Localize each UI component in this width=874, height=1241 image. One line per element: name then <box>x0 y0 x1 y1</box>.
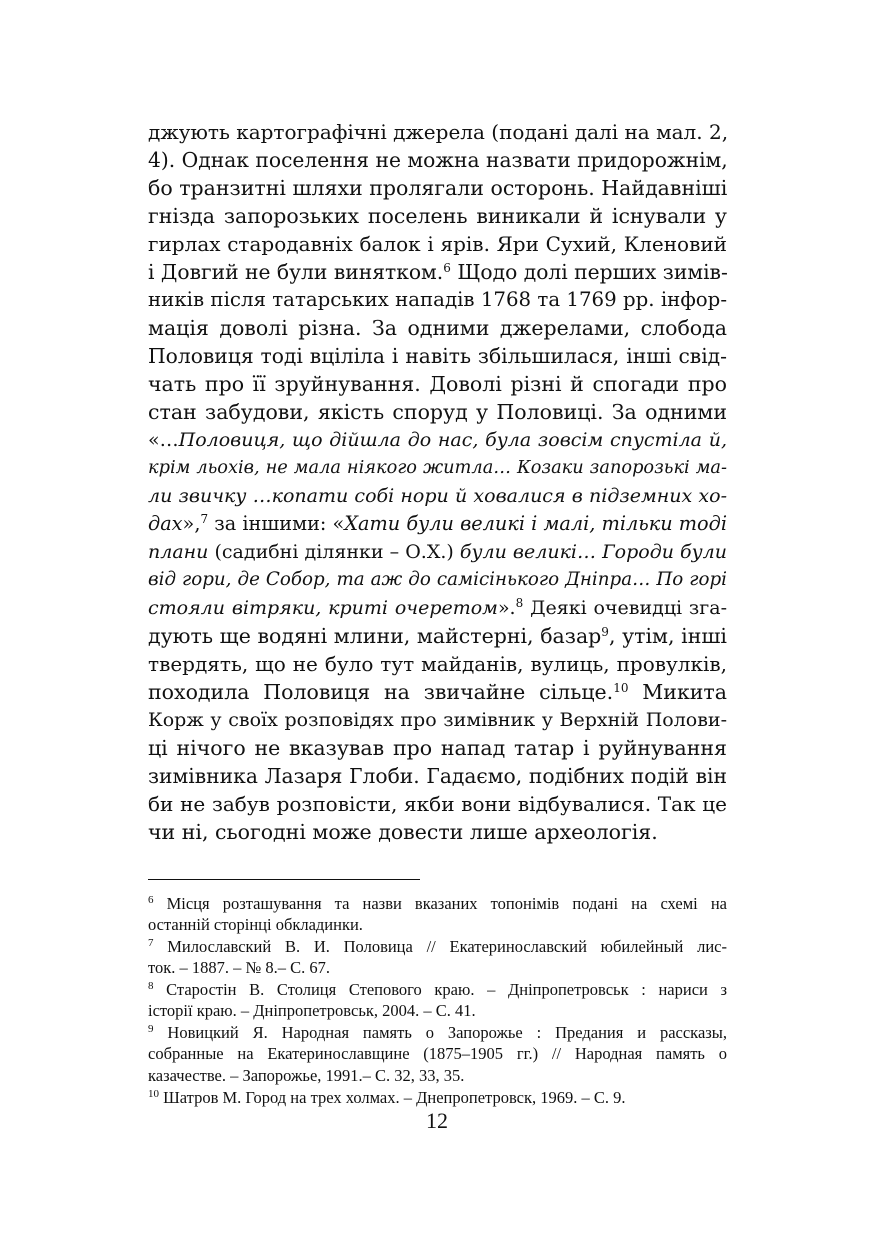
line-text: би не забув розповісти, якби вони відбувалися. Так це <box>148 792 727 816</box>
footnote-line <box>148 936 727 957</box>
quote-text: дах <box>148 512 183 535</box>
body-line <box>148 342 727 370</box>
line-text: Новицкий Я. Народная память о Запорожье : Предания и рассказы, <box>153 1023 727 1042</box>
body-line <box>148 286 727 314</box>
footnote-ref: 7 <box>148 937 154 949</box>
footnote-separator <box>148 879 420 880</box>
footnote-line <box>148 1087 727 1108</box>
body-line <box>148 734 727 762</box>
line-text: дують ще водяні млини, майстерні, базар <box>148 624 602 648</box>
quote-text: від гори, де Собор, та аж до самісінького Дніпра… По горі <box>148 569 727 590</box>
line-text: Старостін В. Столиця Степового краю. – Дніпропетровськ : нариси з <box>153 980 727 999</box>
line-text: Половиця тоді вціліла і навіть збільшилася, інші свід- <box>148 344 727 368</box>
line-text: казачестве. – Запорожье, 1991.– С. 32, 33, 35. <box>148 1066 465 1085</box>
body-line <box>148 146 727 174</box>
line-text: Милославский В. И. Половица // Екатеринославский юбилейный лис- <box>153 937 727 956</box>
line-text: ток. – 1887. – № 8.– С. 67. <box>148 958 331 977</box>
line-text: ників після татарських нападів 1768 та 1769 рр. інфор- <box>148 288 727 311</box>
footnote-line <box>148 893 727 914</box>
footnote-ref: 6 <box>148 894 154 906</box>
body-line <box>148 622 727 650</box>
footnote-line <box>148 1043 727 1064</box>
line-text: ці нічого не вказував про напад татар і руйнування <box>148 736 727 760</box>
body-line <box>148 174 727 202</box>
line-text: і Довгий не були винятком. <box>148 260 444 284</box>
line-text: Корж у своїх розповідях про зимівник у Верхній Полови- <box>148 709 727 731</box>
page-number: 12 <box>426 1108 448 1133</box>
footnote-line <box>148 979 727 1000</box>
footnote-ref: 9 <box>601 625 609 639</box>
quote-text: плани <box>148 541 209 563</box>
quote-text: були великі… Городи були <box>459 541 728 563</box>
footnote-ref: 6 <box>443 261 451 275</box>
body-line <box>148 370 727 398</box>
line-text: », <box>182 512 201 535</box>
line-text: Микита <box>628 680 727 704</box>
footnote-ref: 8 <box>515 596 524 610</box>
line-text: історії краю. – Дніпропетровськ, 2004. – С. 41. <box>148 1001 476 1020</box>
line-text: зимівника Лазаря Глоби. Гадаємо, подібних подій він <box>148 764 727 788</box>
line-text: Деякі очевидці зга- <box>523 597 727 619</box>
quote-text: Хати були великі і малі, тільки тоді <box>344 512 727 535</box>
line-text: Шатров М. Город на трех холмах. – Днепропетровск, 1969. – С. 9. <box>159 1088 626 1107</box>
line-text: чать про її зруйнування. Доволі різні й спогади про <box>148 372 727 396</box>
footnote-line <box>148 1000 727 1021</box>
line-text: Місця розташування та назви вказаних топонімів подані на схемі на <box>153 894 727 913</box>
quote-text: крім льохів, не мала ніякого житла… Козаки запорозькі ма- <box>148 458 727 478</box>
body-line <box>148 230 727 258</box>
body-line <box>148 762 727 790</box>
body-line <box>148 314 727 342</box>
body-line <box>148 510 727 538</box>
line-text: мація доволі різна. За одними джерелами, слобода <box>148 316 727 340</box>
footnote-ref: 10 <box>148 1088 159 1100</box>
line-text: гирлах стародавніх балок і ярів. Яри Сухий, Кленовий <box>148 232 727 256</box>
body-line <box>148 202 727 230</box>
body-line <box>148 594 727 622</box>
body-line <box>148 706 727 734</box>
footnote-line <box>148 1022 727 1043</box>
footnote-line <box>148 1065 727 1086</box>
line-text: твердять, що не було тут майданів, вулиць, провулків, <box>148 652 727 676</box>
body-line <box>148 118 727 146</box>
footnote-line <box>148 914 727 935</box>
line-text: 4). Однак поселення не можна назвати придорожнім, <box>148 148 728 172</box>
body-line <box>148 538 727 566</box>
line-text: , утім, інші <box>608 624 727 648</box>
line-text: гнізда запорозьких поселень виникали й існували у <box>148 204 727 228</box>
quote-text: стояли вітряки, криті очеретом <box>148 597 498 619</box>
line-text: за іншими: « <box>208 512 345 535</box>
line-text: джують картографічні джерела (подані далі на мал. 2, <box>148 120 729 144</box>
body-line <box>148 426 727 454</box>
line-text: (садибні ділянки – О.Х.) <box>208 541 460 563</box>
footnote-ref: 9 <box>148 1023 154 1035</box>
line-text: Щодо долі перших зимів- <box>450 260 728 284</box>
line-text: собранные на Екатеринославщине (1875–1905 гг.) // Народная память о <box>148 1044 727 1063</box>
body-line <box>148 258 727 286</box>
body-line <box>148 566 727 594</box>
line-text: бо транзитні шляхи пролягали осторонь. Найдавніші <box>148 176 728 200</box>
quote-text: Половиця, що дійшла до нас, була зовсім спустіла й, <box>178 429 727 451</box>
body-line <box>148 818 727 846</box>
line-text: «… <box>148 429 179 451</box>
body-line <box>148 454 727 482</box>
footnote-line <box>148 957 727 978</box>
body-line <box>148 790 727 818</box>
footnote-ref: 7 <box>200 512 209 526</box>
line-text: останній сторінці обкладинки. <box>148 915 363 934</box>
body-line <box>148 678 727 706</box>
footnote-ref: 8 <box>148 980 154 992</box>
line-text: ». <box>497 597 516 619</box>
footnote-ref: 10 <box>613 681 629 695</box>
quote-text: ли звичку …копати собі нори й ховалися в підземних хо- <box>148 485 727 507</box>
body-line <box>148 650 727 678</box>
body-line <box>148 482 727 510</box>
line-text: походила Половиця на звичайне сільце. <box>148 680 614 704</box>
line-text: чи ні, сьогодні може довести лише археологія. <box>148 820 658 844</box>
line-text: стан забудови, якість споруд у Половиці. За одними <box>148 400 727 424</box>
body-line <box>148 398 727 426</box>
